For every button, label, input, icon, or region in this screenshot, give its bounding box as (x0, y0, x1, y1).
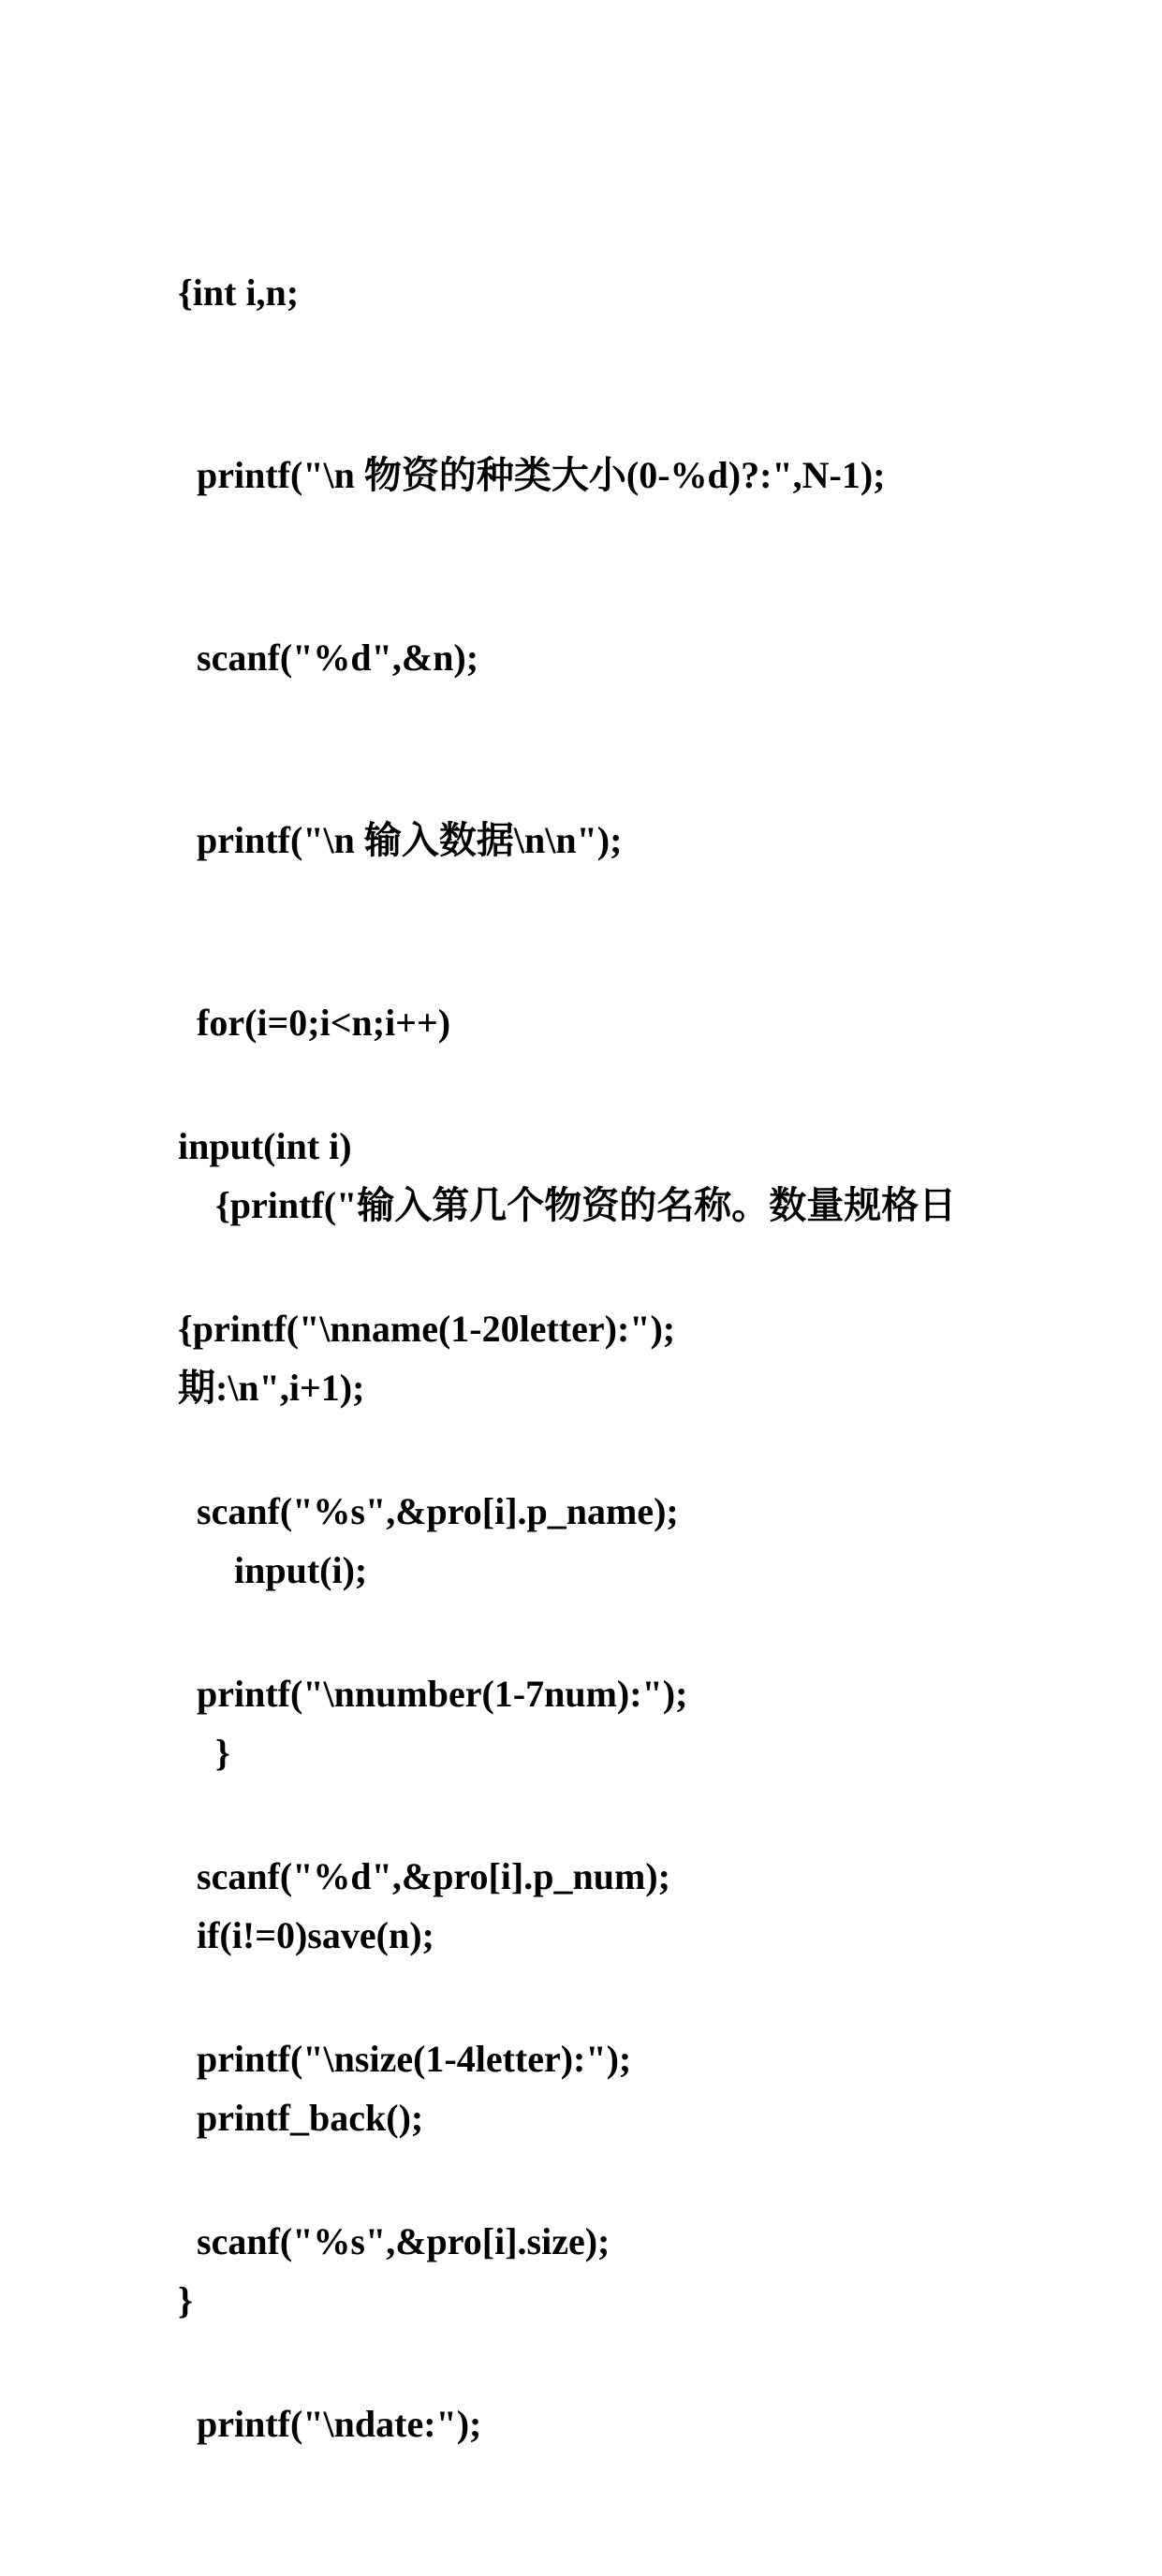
code-line: scanf("%s",&pro[i].size); (178, 2220, 610, 2262)
code-line: for(i=0;i<n;i++) (178, 1002, 451, 1044)
code-line: scanf("%d",&n); (178, 637, 479, 679)
code-line: {printf("\nname(1-20letter):"); (178, 1308, 676, 1350)
code-line: printf("\nsize(1-4letter):"); (178, 2038, 632, 2080)
code-line: 期:\n",i+1); (178, 1367, 365, 1409)
code-line: printf("\n 输入数据\n\n"); (178, 819, 623, 861)
code-line: if(i!=0)save(n); (178, 1914, 434, 1956)
code-block-input-function (178, 994, 1031, 2576)
code-line: {printf("输入第几个物资的名称。数量规格日 (178, 1184, 957, 1226)
code-line: scanf("%s",&pro[i].p_name); (178, 1490, 679, 1532)
code-line: printf("\ndate:"); (178, 2403, 482, 2445)
code-line: } (178, 2279, 193, 2321)
code-line: input(int i) (178, 1125, 352, 1167)
code-line: input(i); (178, 1549, 368, 1591)
code-line: printf("\nnumber(1-7num):"); (178, 1673, 688, 1715)
code-line: scanf("%d",&pro[i].p_num); (178, 1855, 670, 1897)
code-line: printf("\n 物资的种类大小(0-%d)?:",N-1); (178, 454, 886, 496)
code-line: {int i,n; (178, 271, 300, 314)
code-line: printf_back(); (178, 2097, 424, 2139)
code-line: } (178, 1732, 230, 1774)
